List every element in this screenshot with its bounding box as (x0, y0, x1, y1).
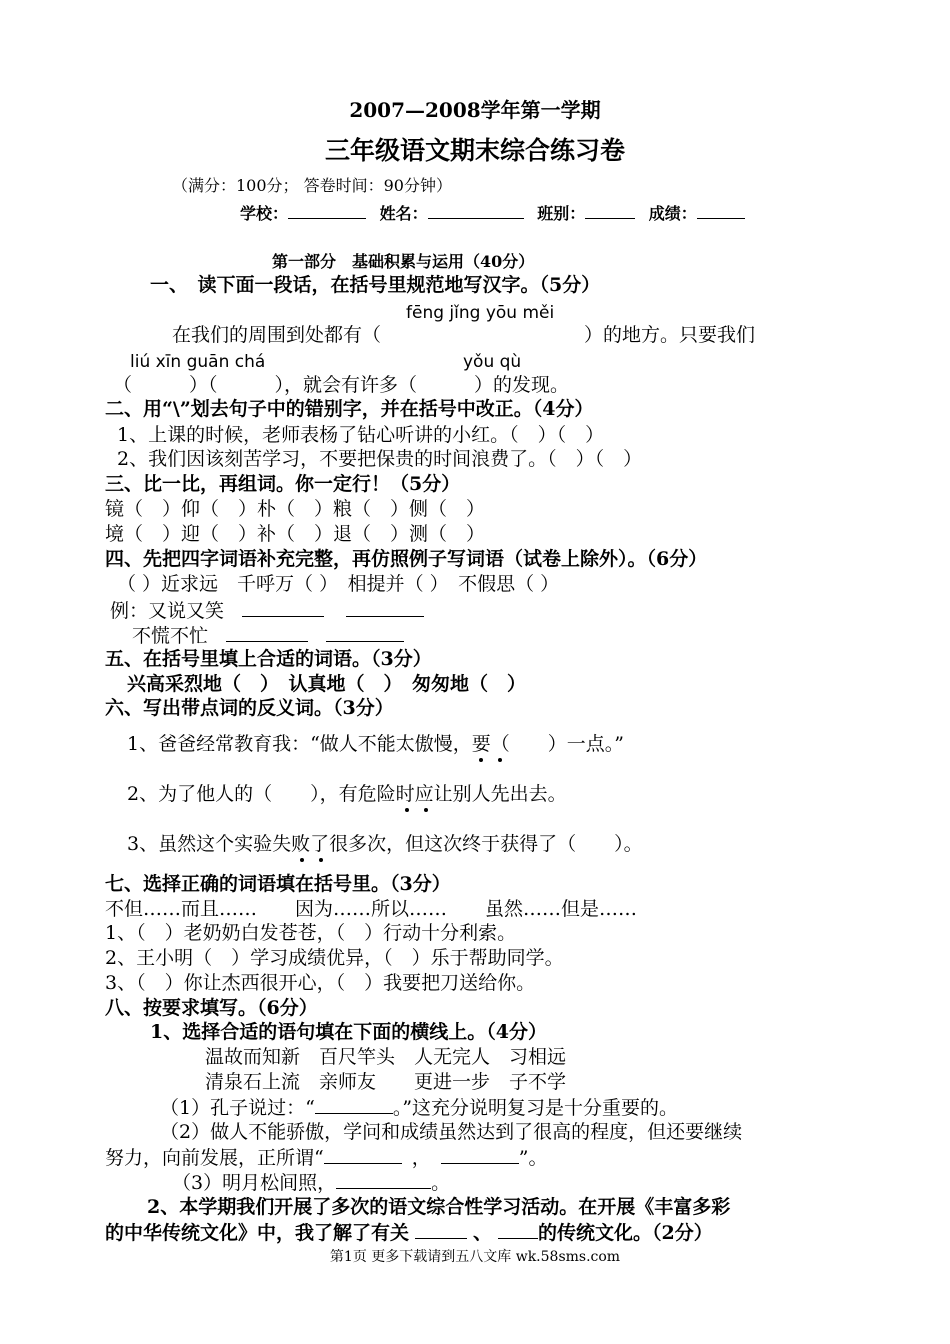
q8-blank-2[interactable] (324, 1145, 402, 1164)
q8-sub2-line-1: 2、本学期我们开展了多次的语文综合性学习活动。在开展《丰富多彩 (147, 1196, 731, 1218)
q8-blank-5[interactable] (415, 1220, 467, 1239)
q8-sentence-3 (172, 1170, 450, 1195)
q7-options: 不但……而且…… 因为……所以…… 虽然……但是…… (105, 898, 638, 920)
score-blank[interactable] (697, 200, 745, 219)
q1-title: 一、 读下面一段话，在括号里规范地写汉字。（5分） (150, 274, 601, 296)
q8-s1-part-b: 。”这充分说明复习是十分重要的。 (392, 1097, 679, 1119)
emphasis-dot (405, 808, 409, 812)
q8-options-1: 温故而知新 百尺竿头 人无完人 习相远 (205, 1046, 567, 1068)
q8-s1-part-a: （1）孔子说过：“ (160, 1097, 315, 1119)
name-label: 姓名： (379, 204, 428, 223)
q1-pinyin-1: fēng jǐng yōu měi (406, 303, 555, 323)
q8-sub2-part-2: 、 (473, 1222, 493, 1244)
q7-title: 七、选择正确的词语填在括号里。（3分） (105, 873, 451, 895)
q8-s3-part-b: 。 (431, 1172, 451, 1194)
q1-text-1a: 在我们的周围到处都有（ (172, 324, 382, 346)
emphasis-dot (479, 758, 483, 762)
emphasis-dot (424, 808, 428, 812)
q8-blank-3[interactable] (441, 1145, 519, 1164)
q4-example (110, 598, 424, 623)
school-label: 学校： (240, 204, 289, 223)
q4-line-1: （ ）近求远 千呼万（ ） 相提并（ ） 不假思（ ） (117, 573, 560, 595)
q8-sentence-1 (160, 1095, 678, 1120)
q8-blank-6[interactable] (498, 1220, 538, 1239)
q4-blank-4[interactable] (326, 623, 404, 642)
q2-line-2: 2、我们因该刻苦学习，不要把保贵的时间浪费了。（ ）（ ） (117, 448, 643, 470)
exam-year: 2007—2008学年第一学期 (349, 98, 601, 122)
q7-line-2: 2、王小明（ ）学习成绩优异，（ ）乐于帮助同学。 (105, 947, 564, 969)
class-blank[interactable] (585, 200, 635, 219)
q1-text-1b: ）的地方。只要我们 (584, 324, 756, 346)
q8-s2b-part-a: 努力，向前发展，正所谓“ (105, 1147, 324, 1169)
q3-title: 三、比一比，再组词。你一定行！（5分） (105, 473, 461, 495)
q6-line-1: 1、爸爸经常教育我：“做人不能太傲慢，要（ ）一点。” (127, 733, 625, 755)
page-title: 三年级语文期末综合练习卷 (324, 136, 625, 165)
q8-sentence-2: （2）做人不能骄傲，学问和成绩虽然达到了很高的程度，但还要继续 (160, 1121, 743, 1143)
emphasis-dot (319, 858, 323, 862)
q2-title: 二、用“\”划去句子中的错别字，并在括号中改正。（4分） (105, 398, 594, 420)
q8-sub1-title: 1、选择合适的语句填在下面的横线上。（4分） (150, 1021, 547, 1043)
q2-line-1: 1、上课的时候，老师表杨了钻心听讲的小红。（ ）（ ） (117, 424, 605, 446)
q3-row-2: 境（ ）迎（ ）补（ ）退（ ）测（ ） (105, 523, 486, 545)
q4-blank-1[interactable] (242, 598, 324, 617)
q8-options-2: 清泉石上流 亲师友 更进一步 子不学 (205, 1071, 567, 1093)
q6-line-2: 2、为了他人的（ ），有危险时应让别人先出去。 (127, 783, 567, 805)
q8-sub2-part-3: 的传统文化。（2分） (538, 1222, 713, 1244)
q7-line-1: 1、（ ）老奶奶白发苍苍，（ ）行动十分利索。 (105, 922, 517, 944)
score-label: 成绩： (648, 204, 697, 223)
q8-blank-1[interactable] (315, 1095, 393, 1114)
q1-pinyin-2b: yǒu qù (463, 352, 522, 372)
q8-s2b-part-c: ”。 (518, 1147, 548, 1169)
q6-title: 六、写出带点词的反义词。（3分） (105, 697, 394, 719)
page-footer: 第1页 更多下载请到五八文库 wk.58sms.com (329, 1249, 621, 1265)
emphasis-dot (498, 758, 502, 762)
emphasis-dot (300, 858, 304, 862)
class-label: 班别： (537, 204, 586, 223)
q7-line-3: 3、（ ）你让杰西很开心，（ ）我要把刀送给你。 (105, 972, 536, 994)
q5-line-1: 兴高采烈地（ ） 认真地（ ） 匆匆地（ ） (127, 673, 527, 695)
q4-line-3-label: 不慌不忙 (132, 625, 209, 647)
q8-sub2-part-1: 的中华传统文化》中，我了解了有关 (105, 1222, 410, 1244)
q4-title: 四、先把四字词语补充完整，再仿照例子写词语（试卷上除外）。（6分） (105, 548, 708, 570)
q4-line-3 (132, 623, 404, 648)
q8-sub2-line-2 (105, 1220, 713, 1245)
q8-s2b-part-b: ， (411, 1147, 431, 1169)
name-blank[interactable] (428, 200, 524, 219)
q8-title: 八、按要求填写。（6分） (105, 997, 318, 1019)
q4-blank-2[interactable] (346, 598, 424, 617)
q8-blank-4[interactable] (336, 1170, 431, 1189)
q1-pinyin-2a: liú xīn guān chá (130, 352, 266, 372)
q6-line-3: 3、虽然这个实验失败了很多次，但这次终于获得了（ ）。 (127, 833, 643, 855)
q8-s3-part-a: （3）明月松间照， (172, 1172, 337, 1194)
q5-title: 五、在括号里填上合适的词语。（3分） (105, 648, 432, 670)
q8-sentence-2b (105, 1145, 547, 1170)
q3-row-1: 镜（ ）仰（ ）朴（ ）粮（ ）侧（ ） (105, 498, 486, 520)
q4-blank-3[interactable] (226, 623, 308, 642)
exam-info: （满分：100分； 答卷时间：90分钟） (172, 176, 452, 195)
q1-text-2: （ ）（ ），就会有许多（ ）的发现。 (113, 374, 570, 396)
student-info-row (240, 200, 745, 226)
q4-example-label: 例：又说又笑 (110, 600, 225, 622)
school-blank[interactable] (288, 200, 366, 219)
part1-title: 第一部分 基础积累与运用（40分） (272, 252, 535, 271)
